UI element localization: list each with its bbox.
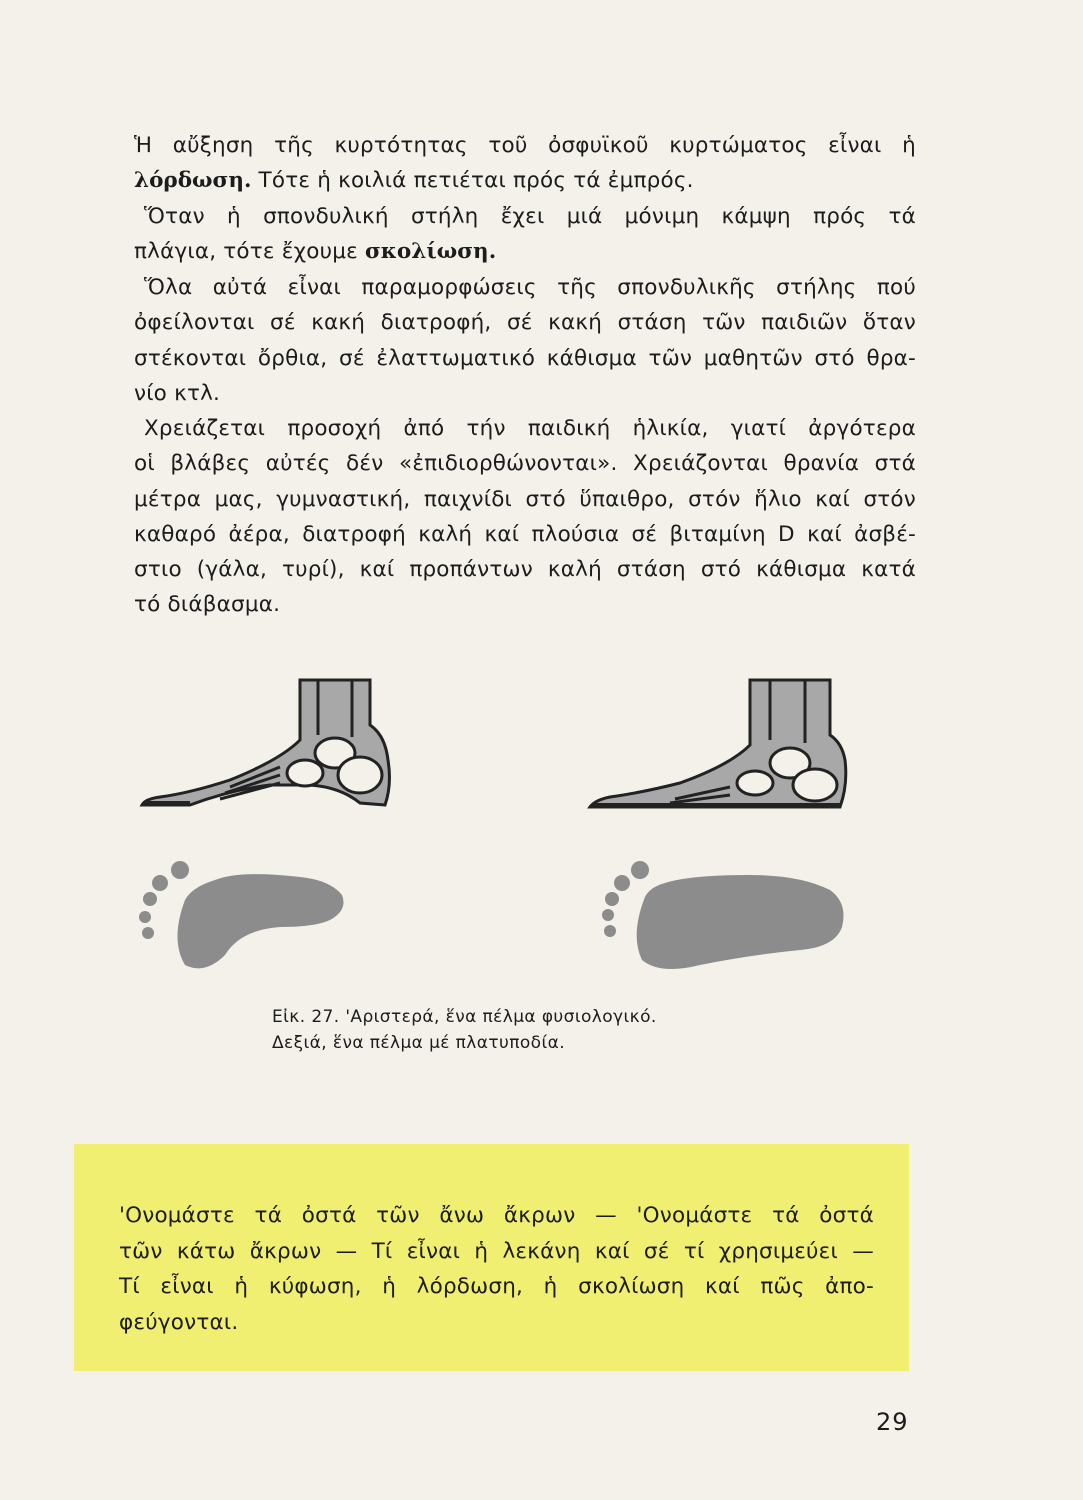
text-line — [134, 163, 916, 198]
text-line: Χρειάζεται προσοχή ἀπό τήν παιδική ἡλικία, γιατί ἀργότερα — [144, 416, 916, 441]
text-line: καθαρό ἀέρα, διατροφή καλή καί πλούσια σέ βιταμίνη D καί ἀσβέ- — [134, 521, 916, 547]
feet-illustration — [130, 665, 960, 995]
paragraph-deformities — [134, 270, 916, 411]
text-line: Ἡ αὔξηση τῆς κυρτότητας τοῦ ὀσφυϊκοῦ κυρτώματος εἶναι ἡ — [134, 133, 916, 158]
text-line: τό διάβασμα. — [134, 592, 281, 618]
paragraph-scoliosis — [134, 199, 916, 270]
text-line: Τί εἶναι ἡ κύφωση, ἡ λόρδωση, ἡ σκολίωση καί πῶς ἀπο- — [119, 1274, 874, 1299]
text-line: φεύγονται. — [119, 1309, 239, 1335]
text-line: μέτρα μας, γυμναστική, παιχνίδι στό ὕπαιθρο, στόν ἥλιο καί στόν — [134, 486, 916, 512]
text-line: στέκονται ὄρθια, σέ ἐλαττωματικό κάθισμα τῶν μαθητῶν στό θρα- — [134, 345, 916, 371]
text-line: Ὅταν ἡ σπονδυλική στήλη ἔχει μιά μόνιμη κάμψη πρός τά — [144, 204, 916, 229]
text-line: Ὅλα αὐτά εἶναι παραμορφώσεις τῆς σπονδυλικῆς στήλης πού — [144, 275, 916, 300]
flat-footprint-illustration — [602, 861, 844, 969]
text-line: 'Ονομάστε τά ὀστά τῶν ἄνω ἄκρων — 'Ονομάστε τά ὀστά — [119, 1203, 874, 1228]
text-line: τῶν κάτω ἄκρων — Τί εἶναι ἡ λεκάνη καί σέ τί χρησιμεύει — — [119, 1238, 874, 1264]
paragraph-prevention — [134, 411, 916, 623]
flat-foot-side-illustration — [590, 680, 846, 807]
text-line: ὀφείλονται σέ κακή διατροφή, σέ κακή στάση τῶν παιδιῶν ὅταν — [134, 310, 916, 336]
paragraph-lordosis — [134, 128, 916, 199]
text-line: νίο κτλ. — [134, 380, 221, 406]
term-scoliosis: σκολίωση. — [364, 239, 497, 265]
caption-line: Εἰκ. 27. 'Αριστερά, ἕνα πέλμα φυσιολογικό. — [272, 1007, 657, 1027]
figure-caption — [272, 1004, 752, 1056]
text-line: στιο (γάλα, τυρί), καί προπάντων καλή στάση στό κάθισμα κατά — [134, 557, 916, 583]
normal-foot-side-illustration — [142, 680, 389, 805]
text-fragment: πλάγια, τότε ἔχουμε — [134, 239, 365, 265]
caption-line: Δεξιά, ἕνα πέλμα μέ πλατυποδία. — [272, 1033, 566, 1053]
page-number: 29 — [876, 1408, 909, 1436]
review-questions-box — [74, 1144, 909, 1371]
normal-footprint-illustration — [139, 861, 344, 968]
review-questions-text — [119, 1198, 874, 1340]
text-fragment: Τότε ἡ κοιλιά πετιέται πρός τά ἐμπρός. — [251, 168, 694, 194]
text-line — [134, 234, 916, 269]
text-line: οἱ βλάβες αὐτές δέν «ἐπιδιορθώνονται». Χρειάζονται θρανία στά — [134, 451, 916, 477]
term-lordosis: λόρδωση. — [134, 168, 252, 194]
